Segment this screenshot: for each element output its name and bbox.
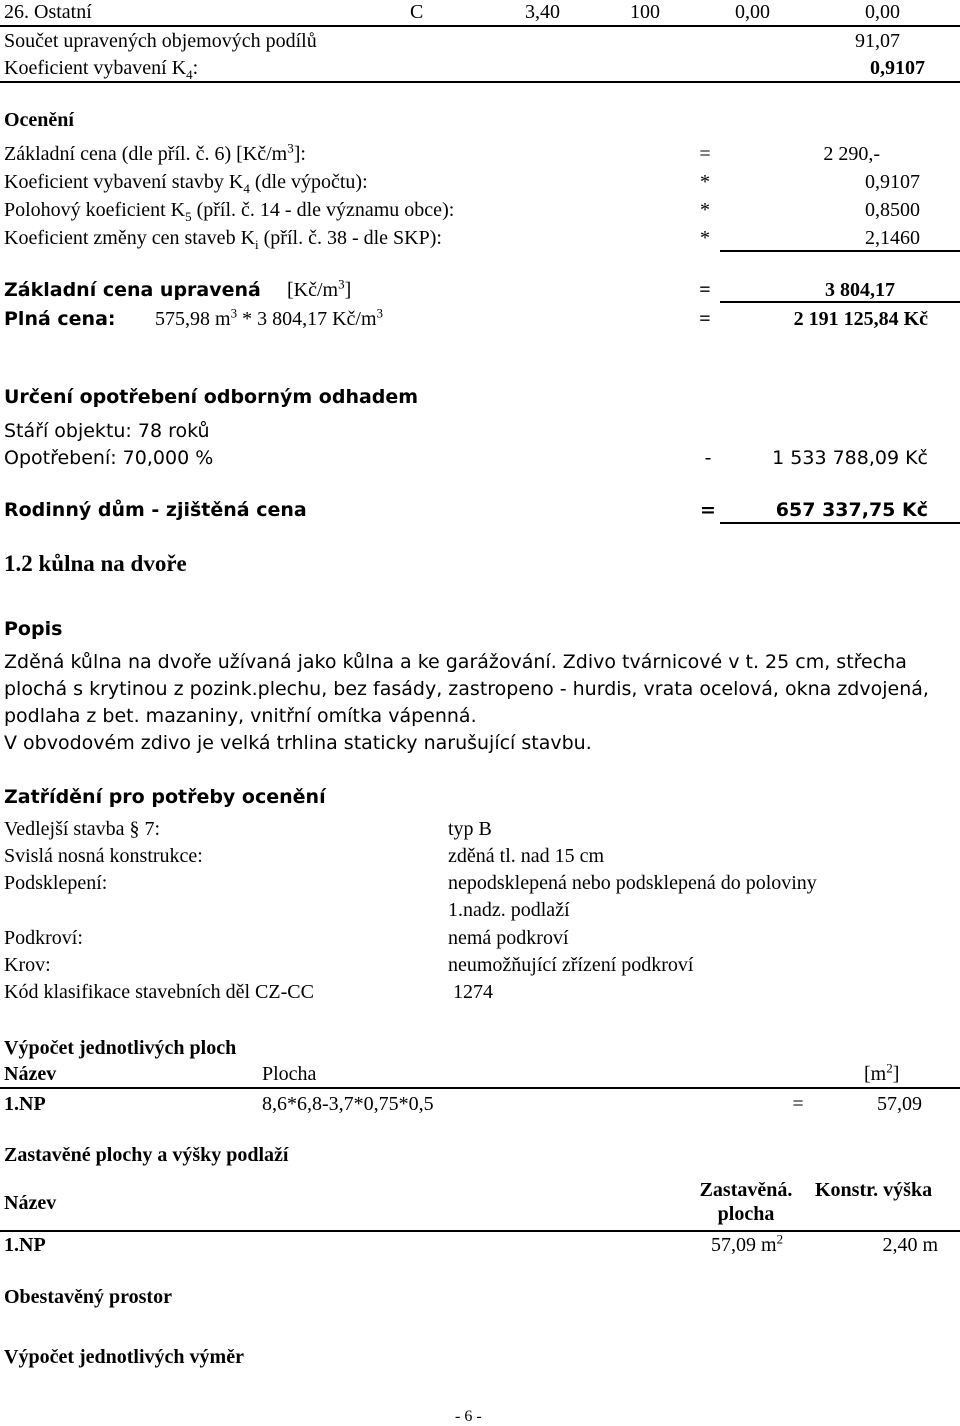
valuation-row-op: *: [700, 171, 710, 193]
rule: [720, 250, 960, 252]
full-price-calc: 575,98 $m^3 * 3$ 804,17 $Kč/m^3$: [155, 305, 383, 330]
valuation-row-value: 0,8500: [865, 199, 920, 221]
page-number: - 6 -: [455, 1408, 482, 1425]
valuation-row-op: *: [700, 227, 710, 249]
classification-value: neumožňující zřízení podkroví: [448, 954, 694, 976]
kod-label: Kód klasifikace stavebních děl CZ-CC: [4, 981, 314, 1003]
rule: [720, 301, 960, 303]
valuation-row-label: Základní cena (dle příl. č. 6) $[Kč/m^3]$:: [4, 140, 306, 165]
rule: [0, 81, 960, 83]
built-row-name: 1.NP: [4, 1234, 46, 1256]
built-col-height: Konstr. výška: [815, 1179, 933, 1201]
classification-label: Podkroví:: [4, 927, 83, 949]
popis-line: V obvodovém zdivo je velká trhlina staticky narušující stavbu.: [4, 732, 592, 754]
classification-value: nemá podkroví: [448, 927, 569, 949]
result-value: 657 337,75 Kč: [775, 499, 928, 521]
full-price-value: 2 191 125,84 Kč: [793, 308, 928, 330]
classification-label: Vedlejší stavba § 7:: [4, 818, 161, 840]
adjusted-price-value: 3 804,17: [825, 279, 895, 301]
classification-value: typ B: [448, 818, 492, 840]
adjusted-price-label: Základní cena upravená: [4, 279, 261, 301]
adjusted-price-op: =: [699, 279, 711, 301]
wear-op: -: [704, 447, 712, 469]
row-ostatni-v2: 0,00: [865, 1, 900, 23]
wear-age: Stáří objektu: 78 roků: [4, 420, 210, 442]
classification-label: Podsklepení:: [4, 872, 108, 894]
popis-line: plochá s krytinou z pozink.plechu, bez fasády, zastropeno - hurdis, vrata ocelová, okna zdvojená,: [4, 678, 929, 700]
valuation-row-label: Koeficient vybavení stavby $K_4$ (dle výpočtu):: [4, 171, 368, 196]
built-heading: Zastavěné plochy a výšky podlaží: [4, 1144, 289, 1166]
areas-heading: Výpočet jednotlivých ploch: [4, 1037, 237, 1059]
valuation-row-label: Koeficient změny cen staveb $K_i$ (příl. č. 38 - dle SKP):: [4, 227, 442, 252]
row-ostatni-coef: 3,40: [525, 1, 560, 23]
rule: [0, 1230, 960, 1232]
areas-col-unit: $[m^2]$: [864, 1060, 900, 1085]
full-price-label: Plná cena:: [4, 308, 116, 330]
valuation-heading: Ocenění: [4, 109, 74, 131]
valuation-row-label: Polohový koeficient $K_5$ (příl. č. 14 - dle významu obce):: [4, 199, 455, 224]
rule: [0, 1087, 960, 1089]
k4-label: Koeficient vybavení $K_4$:: [4, 57, 199, 82]
valuation-row-op: *: [700, 199, 710, 221]
rule: [720, 522, 960, 524]
classification-heading: Zatřídění pro potřeby ocenění: [4, 786, 326, 808]
row-ostatni-pct: 100: [630, 1, 660, 23]
row-ostatni-class: C: [410, 1, 424, 23]
valuation-row-value: 2,1460: [865, 227, 920, 249]
areas-row-value: 57,09: [877, 1093, 922, 1115]
areas-row-formula: 8,6*6,8-3,7*0,75*0,5: [262, 1093, 434, 1115]
areas-row-op: =: [792, 1093, 804, 1115]
kod-value: 1274: [453, 981, 493, 1003]
classification-value: 1.nadz. podlaží: [448, 899, 570, 921]
classification-value: zděná tl. nad 15 cm: [448, 845, 605, 867]
full-price-op: =: [699, 308, 711, 330]
row-ostatni-v1: 0,00: [735, 1, 770, 23]
classification-label: Svislá nosná konstrukce:: [4, 845, 203, 867]
popis-line: Zděná kůlna na dvoře užívaná jako kůlna a ke garážování. Zdivo tvárnicové v t. 25 cm, střecha: [4, 651, 907, 673]
valuation-row-value: 2 290,-: [823, 143, 880, 165]
sum-label: Součet upravených objemových podílů: [4, 30, 317, 52]
popis-heading: Popis: [4, 618, 63, 640]
wear-label: Opotřebení: 70,000 %: [4, 447, 214, 469]
areas-row-name: 1.NP: [4, 1093, 46, 1115]
row-ostatni-label: 26. Ostatní: [4, 1, 92, 23]
built-col-area: Zastavěná. plocha: [699, 1179, 793, 1225]
volume-heading: Obestavěný prostor: [4, 1286, 172, 1308]
wear-value: 1 533 788,09 Kč: [772, 447, 928, 469]
sum-value: 91,07: [855, 30, 900, 52]
areas-col-area: Plocha: [262, 1063, 317, 1085]
popis-line: podlaha z bet. mazaniny, vnitřní omítka vápenná.: [4, 705, 477, 727]
areas-col-name: Název: [4, 1063, 57, 1085]
built-row-area: 57,09 $m^2$: [711, 1231, 784, 1256]
classification-label: Krov:: [4, 954, 51, 976]
classification-value: nepodsklepená nebo podsklepená do poloviny: [448, 872, 817, 894]
adjusted-price-unit: $[Kč/m^3]$: [287, 276, 352, 301]
section-title: 1.2 kůlna na dvoře: [4, 551, 187, 576]
k4-value: 0,9107: [870, 57, 925, 79]
built-row-height: 2,40 m: [882, 1234, 938, 1256]
result-op: =: [700, 499, 716, 521]
result-label: Rodinný dům - zjištěná cena: [4, 499, 307, 521]
valuation-row-op: =: [699, 143, 711, 165]
rule: [0, 25, 960, 27]
dims-heading: Výpočet jednotlivých výměr: [4, 1346, 244, 1368]
built-col-name: Název: [4, 1192, 57, 1214]
wear-heading: Určení opotřebení odborným odhadem: [4, 386, 419, 408]
valuation-row-value: 0,9107: [865, 171, 920, 193]
